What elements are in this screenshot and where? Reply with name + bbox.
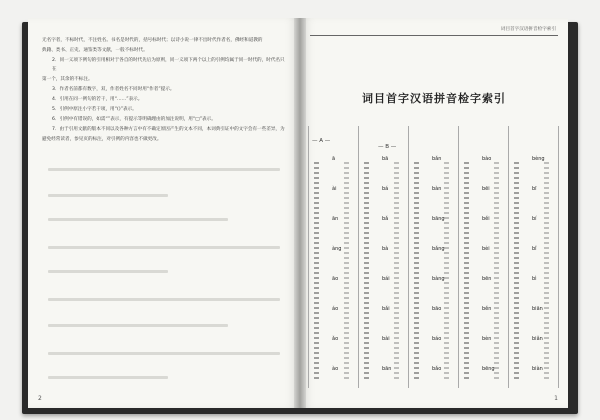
text-line: 7．由于引用文献的版本不同以及各种方言中有不确定原因产生的文本不同，本词典引证中的文字会有一些差异，为 [52,127,285,132]
pinyin-headword: bí [532,216,537,222]
column-rule [408,126,409,388]
bleed-through-line [48,376,168,379]
illegible-entry-strip [464,162,469,382]
pinyin-headword: bèn [482,336,492,342]
right-page [300,18,568,408]
illegible-entry-strip [364,162,369,382]
pinyin-headword: bǐ [532,246,537,252]
pinyin-headword: bá [382,186,389,192]
left-page-text [42,36,288,145]
illegible-entry-strip [394,162,399,382]
pinyin-headword: ài [332,186,337,192]
bleed-through-line [48,194,168,197]
pinyin-headword: bài [382,336,390,342]
section-heading-a: — A — [312,138,331,144]
pinyin-headword: bēn [482,276,492,282]
bleed-through-line [48,298,280,301]
column-rule [458,126,459,388]
pinyin-headword: bèng [532,156,545,162]
pinyin-headword: bà [382,246,389,252]
pinyin-headword: biàn [532,366,543,372]
pinyin-headword: bǎ [382,216,389,222]
pinyin-headword: ā [332,156,336,162]
page-number: 1 [554,395,558,402]
pinyin-headword: bàn [432,186,442,192]
pinyin-headword: bái [382,276,390,282]
column-rule [308,126,309,388]
bleed-through-line [48,246,280,249]
pinyin-headword: bēi [482,186,490,192]
pinyin-headword: bǎi [382,306,390,312]
left-page [28,18,300,408]
pinyin-headword: biǎn [532,336,543,342]
pinyin-headword: bǎng [432,246,445,252]
pinyin-headword: āo [332,276,339,282]
pinyin-headword: bì [532,276,537,282]
pinyin-headword: àng [332,246,342,252]
pinyin-headword: bī [532,186,537,192]
section-heading-b: — B — [378,144,397,150]
bleed-through-line [48,324,228,327]
column-rule [508,126,509,388]
bleed-through-line [48,218,228,221]
pinyin-headword: bāng [432,216,445,222]
book-gutter [294,18,306,408]
pinyin-headword: bēng [482,366,495,372]
text-line: 第一个，其余的不标注。 [42,77,93,82]
bleed-through-line [48,352,280,355]
text-line: 5．引例中原注小字若干项，用“()”表示。 [52,107,137,112]
pinyin-headword: bān [382,366,392,372]
pinyin-headword: biān [532,306,543,312]
pinyin-headword: běn [482,306,492,312]
text-line: 3．作者名前都有数字，双，作者姓名不同时用“作者”提示。 [52,87,175,92]
page-number: 2 [38,395,42,402]
pinyin-headword: bāo [432,306,442,312]
illegible-entry-strip [414,162,419,382]
bleed-through-line [48,168,280,171]
illegible-entry-strip [444,162,449,382]
pinyin-headword: ǎo [332,336,339,342]
illegible-entry-strip [314,162,319,382]
pinyin-headword: běi [482,216,490,222]
text-line: 2．同一义项下例句的引用相对于各自的时代先后为原则，同一义项下两个以上的引例均属于同一时代的，时代名只在 [52,58,285,72]
text-line: 6．引例中有错误的，如需“”表示，有提示等明确理由的加注说明，用“□”表示。 [52,117,216,122]
illegible-entry-strip [514,162,519,382]
text-line: 无名字者，不标时代，不注姓名。书名是时代的，括号标时代；以诗小说一律不出时代作者名，佛经和道教的 [42,38,263,43]
pinyin-headword: áo [332,306,339,312]
pinyin-headword: bàng [432,276,445,282]
illegible-entry-strip [494,162,499,382]
column-rule [558,126,559,388]
pinyin-headword: bā [382,156,389,162]
pinyin-headword: ào [332,366,339,372]
index-title: 词目首字汉语拼音检字索引 [362,92,506,105]
illegible-entry-strip [544,162,549,382]
text-line: 避免经常读者，参见页的标注，对引例的内容也不做更改。 [42,137,162,142]
text-line: 典籍、类书、正史、通鉴类等文献，一般不标时代。 [42,48,148,53]
pinyin-headword: ān [332,216,339,222]
bleed-through-line [48,270,168,273]
text-line: 4．引用在同一例句的若干，用“……”表示。 [52,97,143,102]
pinyin-headword: bǎo [432,366,442,372]
pinyin-headword: bào [482,156,492,162]
running-head: 词目首字汉语拼音检字索引 [500,27,556,32]
illegible-entry-strip [344,162,349,382]
pinyin-headword: bǎn [432,156,442,162]
pinyin-headword: bèi [482,246,490,252]
pinyin-index [308,126,560,388]
pinyin-headword: báo [432,336,442,342]
column-rule [358,126,359,388]
header-rule [310,35,558,36]
